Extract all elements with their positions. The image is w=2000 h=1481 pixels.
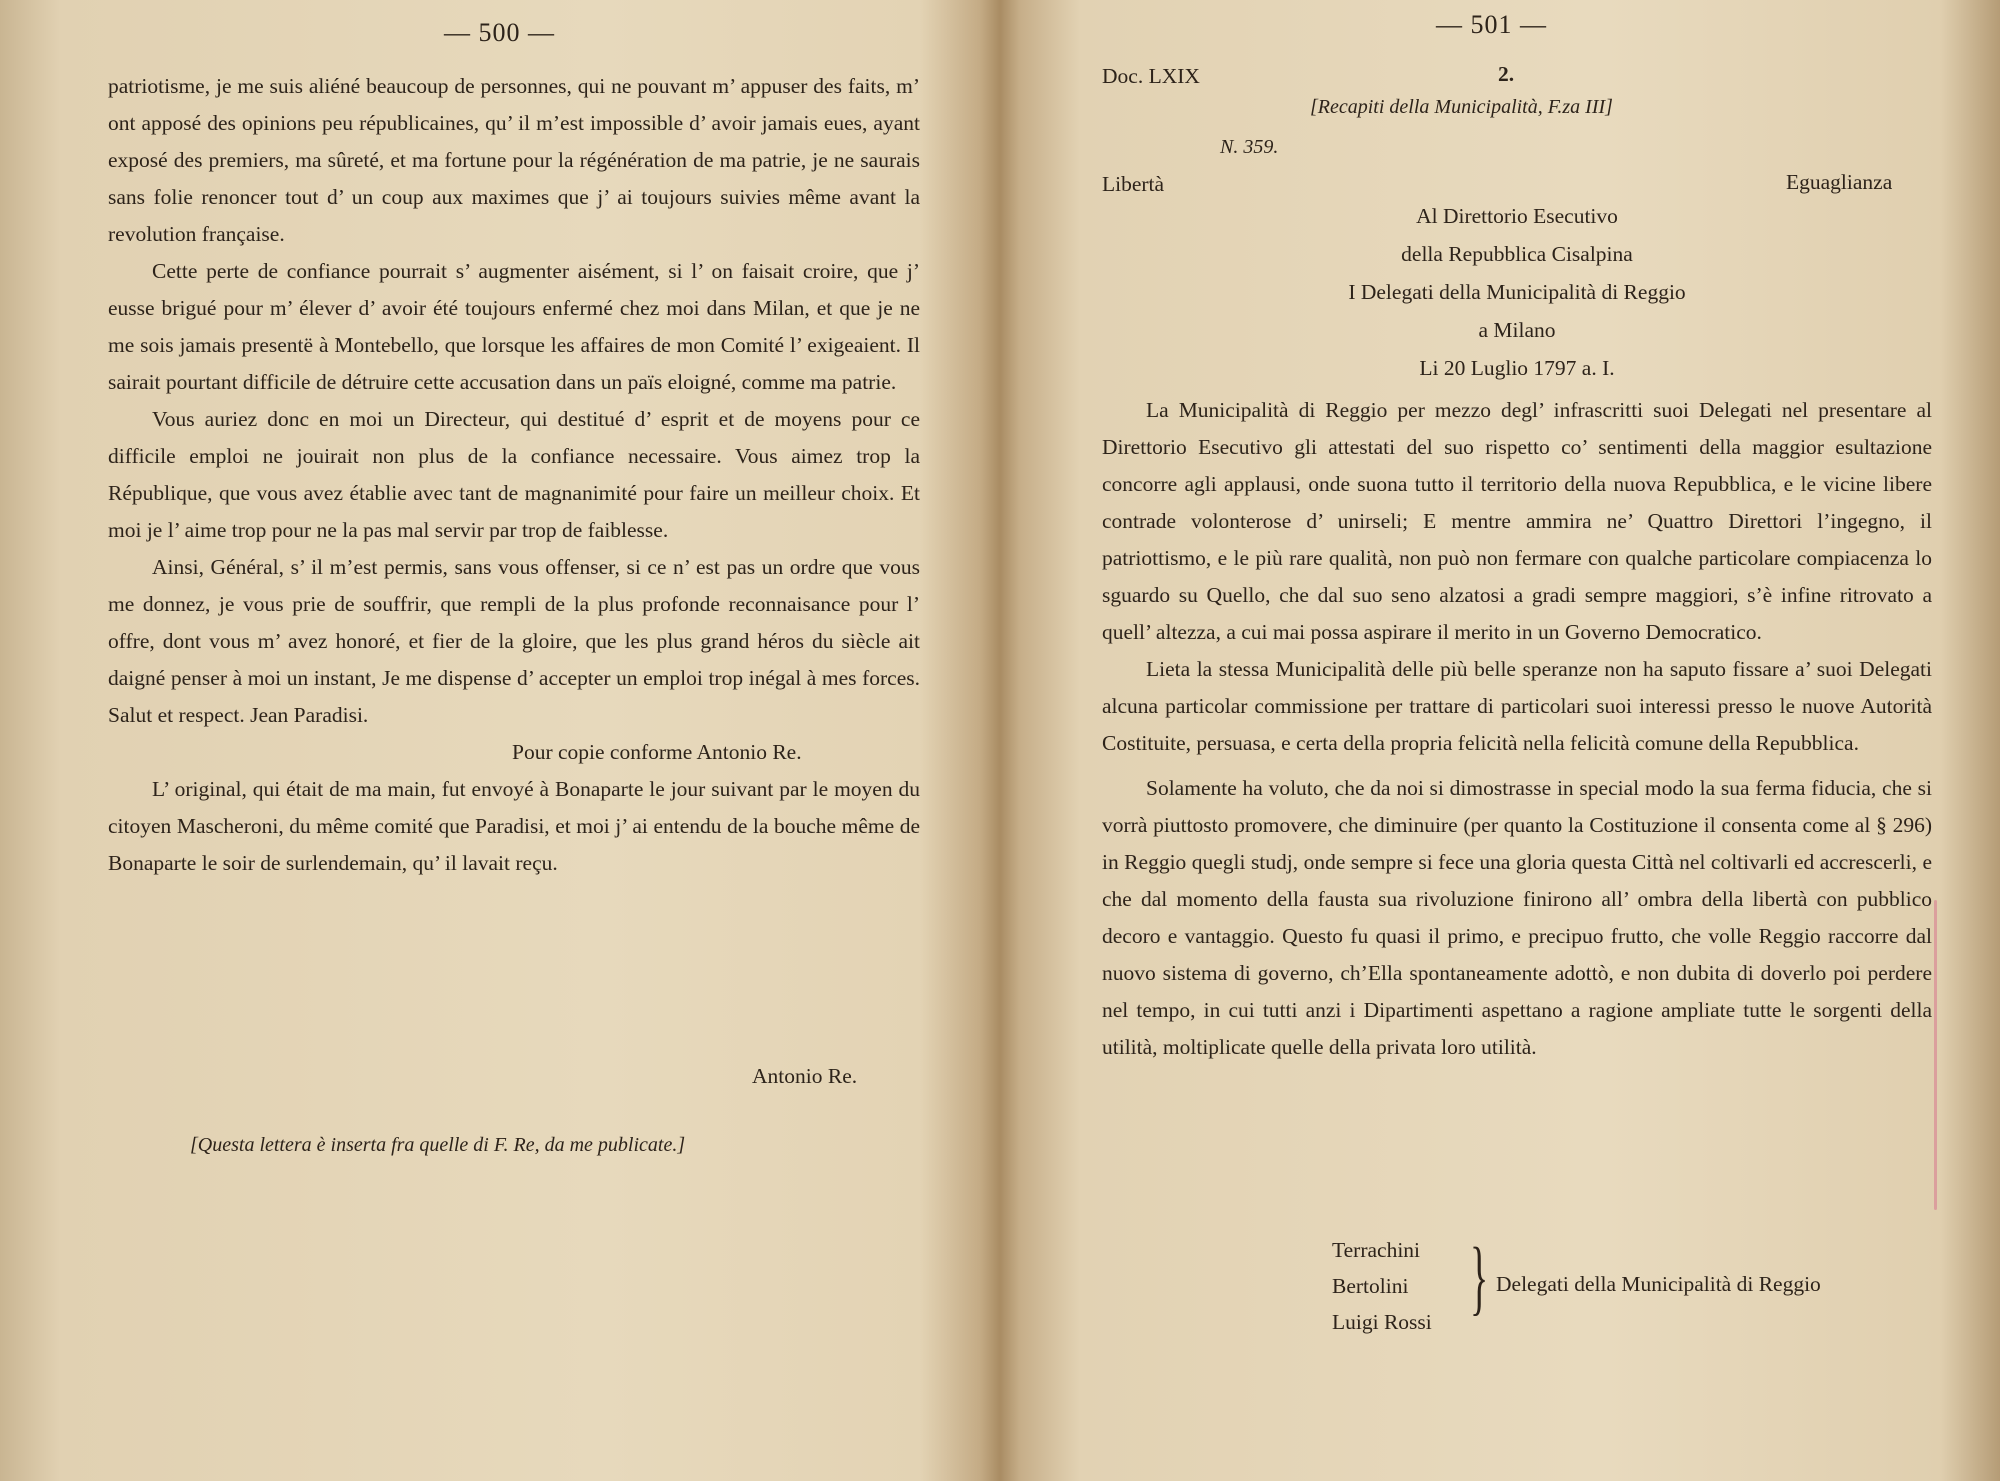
doc-label: Doc. LXIX: [1102, 64, 1200, 88]
protocol-number: N. 359.: [1220, 136, 1279, 158]
address-line: Al Direttorio Esecutivo: [1416, 204, 1618, 228]
curly-brace: }: [1470, 1231, 1489, 1324]
address-line: I Delegati della Municipalità di Reggio: [1348, 280, 1686, 304]
paragraph: Ainsi, Général, s’ il m’est permis, sans vous offenser, si ce n’ est pas un ordre que vous me donnez, je vous prie de souffrir, que rempli de la plus profonde reconnaisance pour l’ offre, dont vous m’ avez honoré, et fier de la gloire, que les plus grand héros du siècle ait daigné penser à moi un instant, Je me dispense d’ accepter un emploi trop inégal à mes forces. Salut et respect. Jean Paradisi.: [108, 555, 920, 727]
delegates-label: Delegati della Municipalità di Reggio: [1496, 1272, 1821, 1296]
signatory: Luigi Rossi: [1332, 1310, 1432, 1334]
right-body: [1102, 392, 1932, 1066]
doc-number: 2.: [1498, 62, 1515, 86]
footnote: [Questa lettera è inserta fra quelle di F. Re, da me publicate.]: [190, 1134, 686, 1156]
note-paragraph: L’ original, qui était de ma main, fut envoyé à Bonaparte le jour suivant par le moyen du citoyen Mascheroni, du même comité que Paradisi, et moi j’ ai entendu de la bouche même de Bonaparte le soir de surlendemain, qu’ il lavait reçu.: [108, 777, 920, 875]
signatory: Bertolini: [1332, 1274, 1409, 1298]
page-number: — 500 —: [444, 18, 555, 47]
copy-line: Pour copie conforme Antonio Re.: [512, 740, 802, 764]
red-pencil-mark: [1934, 900, 1937, 1210]
paragraph: Lieta la stessa Municipalità delle più belle speranze non ha saputo fissare a’ suoi Delegati alcuna particolar commissione per trattare di particolari suoi interessi presso le nuove Autorità Costituite, persuasa, e certa della propria felicità nella felicità comune della Repubblica.: [1102, 657, 1932, 755]
date-line: Li 20 Luglio 1797 a. I.: [1419, 356, 1615, 380]
paragraph: Cette perte de confiance pourrait s’ augmenter aisément, si l’ on faisait croire, que j’ eusse brigué pour m’ élever d’ avoir été toujours enfermé chez moi dans Milan, et que je ne me sois jamais presentë à Montebello, que lorsque les affaires de mon Comité l’ exigeaient. Il sairait pourtant difficile de détruire cette accusation dans un païs eloigné, comme ma patrie.: [108, 259, 920, 394]
paragraph: La Municipalità di Reggio per mezzo degl’ infrascritti suoi Delegati nel presentare al Direttorio Esecutivo gli attestati del suo rispetto co’ sentimenti della maggior esultazione concorre agli applausi, onde suona tutto il territorio della nuova Repubblica, e le vicine libere contrade volonterose d’ unirseli; E mentre ammira ne’ Quattro Direttori l’ingegno, il patriottismo, e le più rare qualità, non può non fermare con qualche particolare compiacenza lo sguardo su Quello, che dal suo seno alzatosi a gradi sempre maggiori, s’è infine ritrovato a quell’ altezza, a cui mai possa aspirare il merito in un Governo Democratico.: [1102, 398, 1932, 644]
motto-left: Libertà: [1102, 172, 1165, 196]
paragraph: Vous auriez donc en moi un Directeur, qui destitué d’ esprit et de moyens pour ce difficile emploi ne jouirait non plus de la confiance necessaire. Vous aimez trop la République, que vous avez établie avec tant de magnanimité pour faire un meilleur choix. Et moi je l’ aime trop pour ne la pas mal servir par trop de faiblesse.: [108, 407, 920, 542]
signature: Antonio Re.: [752, 1064, 858, 1088]
motto-right: Eguaglianza: [1786, 170, 1893, 194]
signatory: Terrachini: [1332, 1238, 1421, 1262]
right-page: [1010, 0, 2000, 1481]
page-number: — 501 —: [1436, 10, 1547, 39]
address-line: a Milano: [1478, 318, 1556, 342]
source-reference: [Recapiti della Municipalità, F.za III]: [1310, 96, 1613, 118]
paragraph: Solamente ha voluto, che da noi si dimostrasse in special modo la sua ferma fiducia, che si vorrà piuttosto promovere, che diminuire (per quanto la Costituzione il consenta come al § 296) in Reggio quegli studj, onde sempre si fece una gloria questa Città nel coltivarli ed accrescerli, e che dal momento della fausta sua rivoluzione finirono all’ ombra della libertà con pubblico decoro e vantaggio. Questo fu quasi il primo, e precipuo frutto, che volle Reggio raccorre dal nuovo sistema di governo, ch’Ella spontaneamente adottò, e non dubita di doverlo poi perdere nel tempo, in cui tutti anzi i Dipartimenti aspettano a ragione ampliate tutte le sorgenti della utilità, moltiplicate quelle della privata loro utilità.: [1102, 776, 1932, 1059]
paragraph: patriotisme, je me suis aliéné beaucoup de personnes, qui ne pouvant m’ appuser des faits, m’ ont apposé des opinions peu républicaines, qu’ il m’est impossible d’ avoir jamais eues, ayant exposé des premiers, ma sûreté, et ma fortune pour la régénération de ma patrie, je ne saurais sans folie renoncer tout d’ un coup aux maximes que j’ ai toujours suivies même avant la revolution française.: [108, 74, 920, 246]
left-body: [108, 68, 920, 882]
address-line: della Repubblica Cisalpina: [1401, 242, 1633, 266]
